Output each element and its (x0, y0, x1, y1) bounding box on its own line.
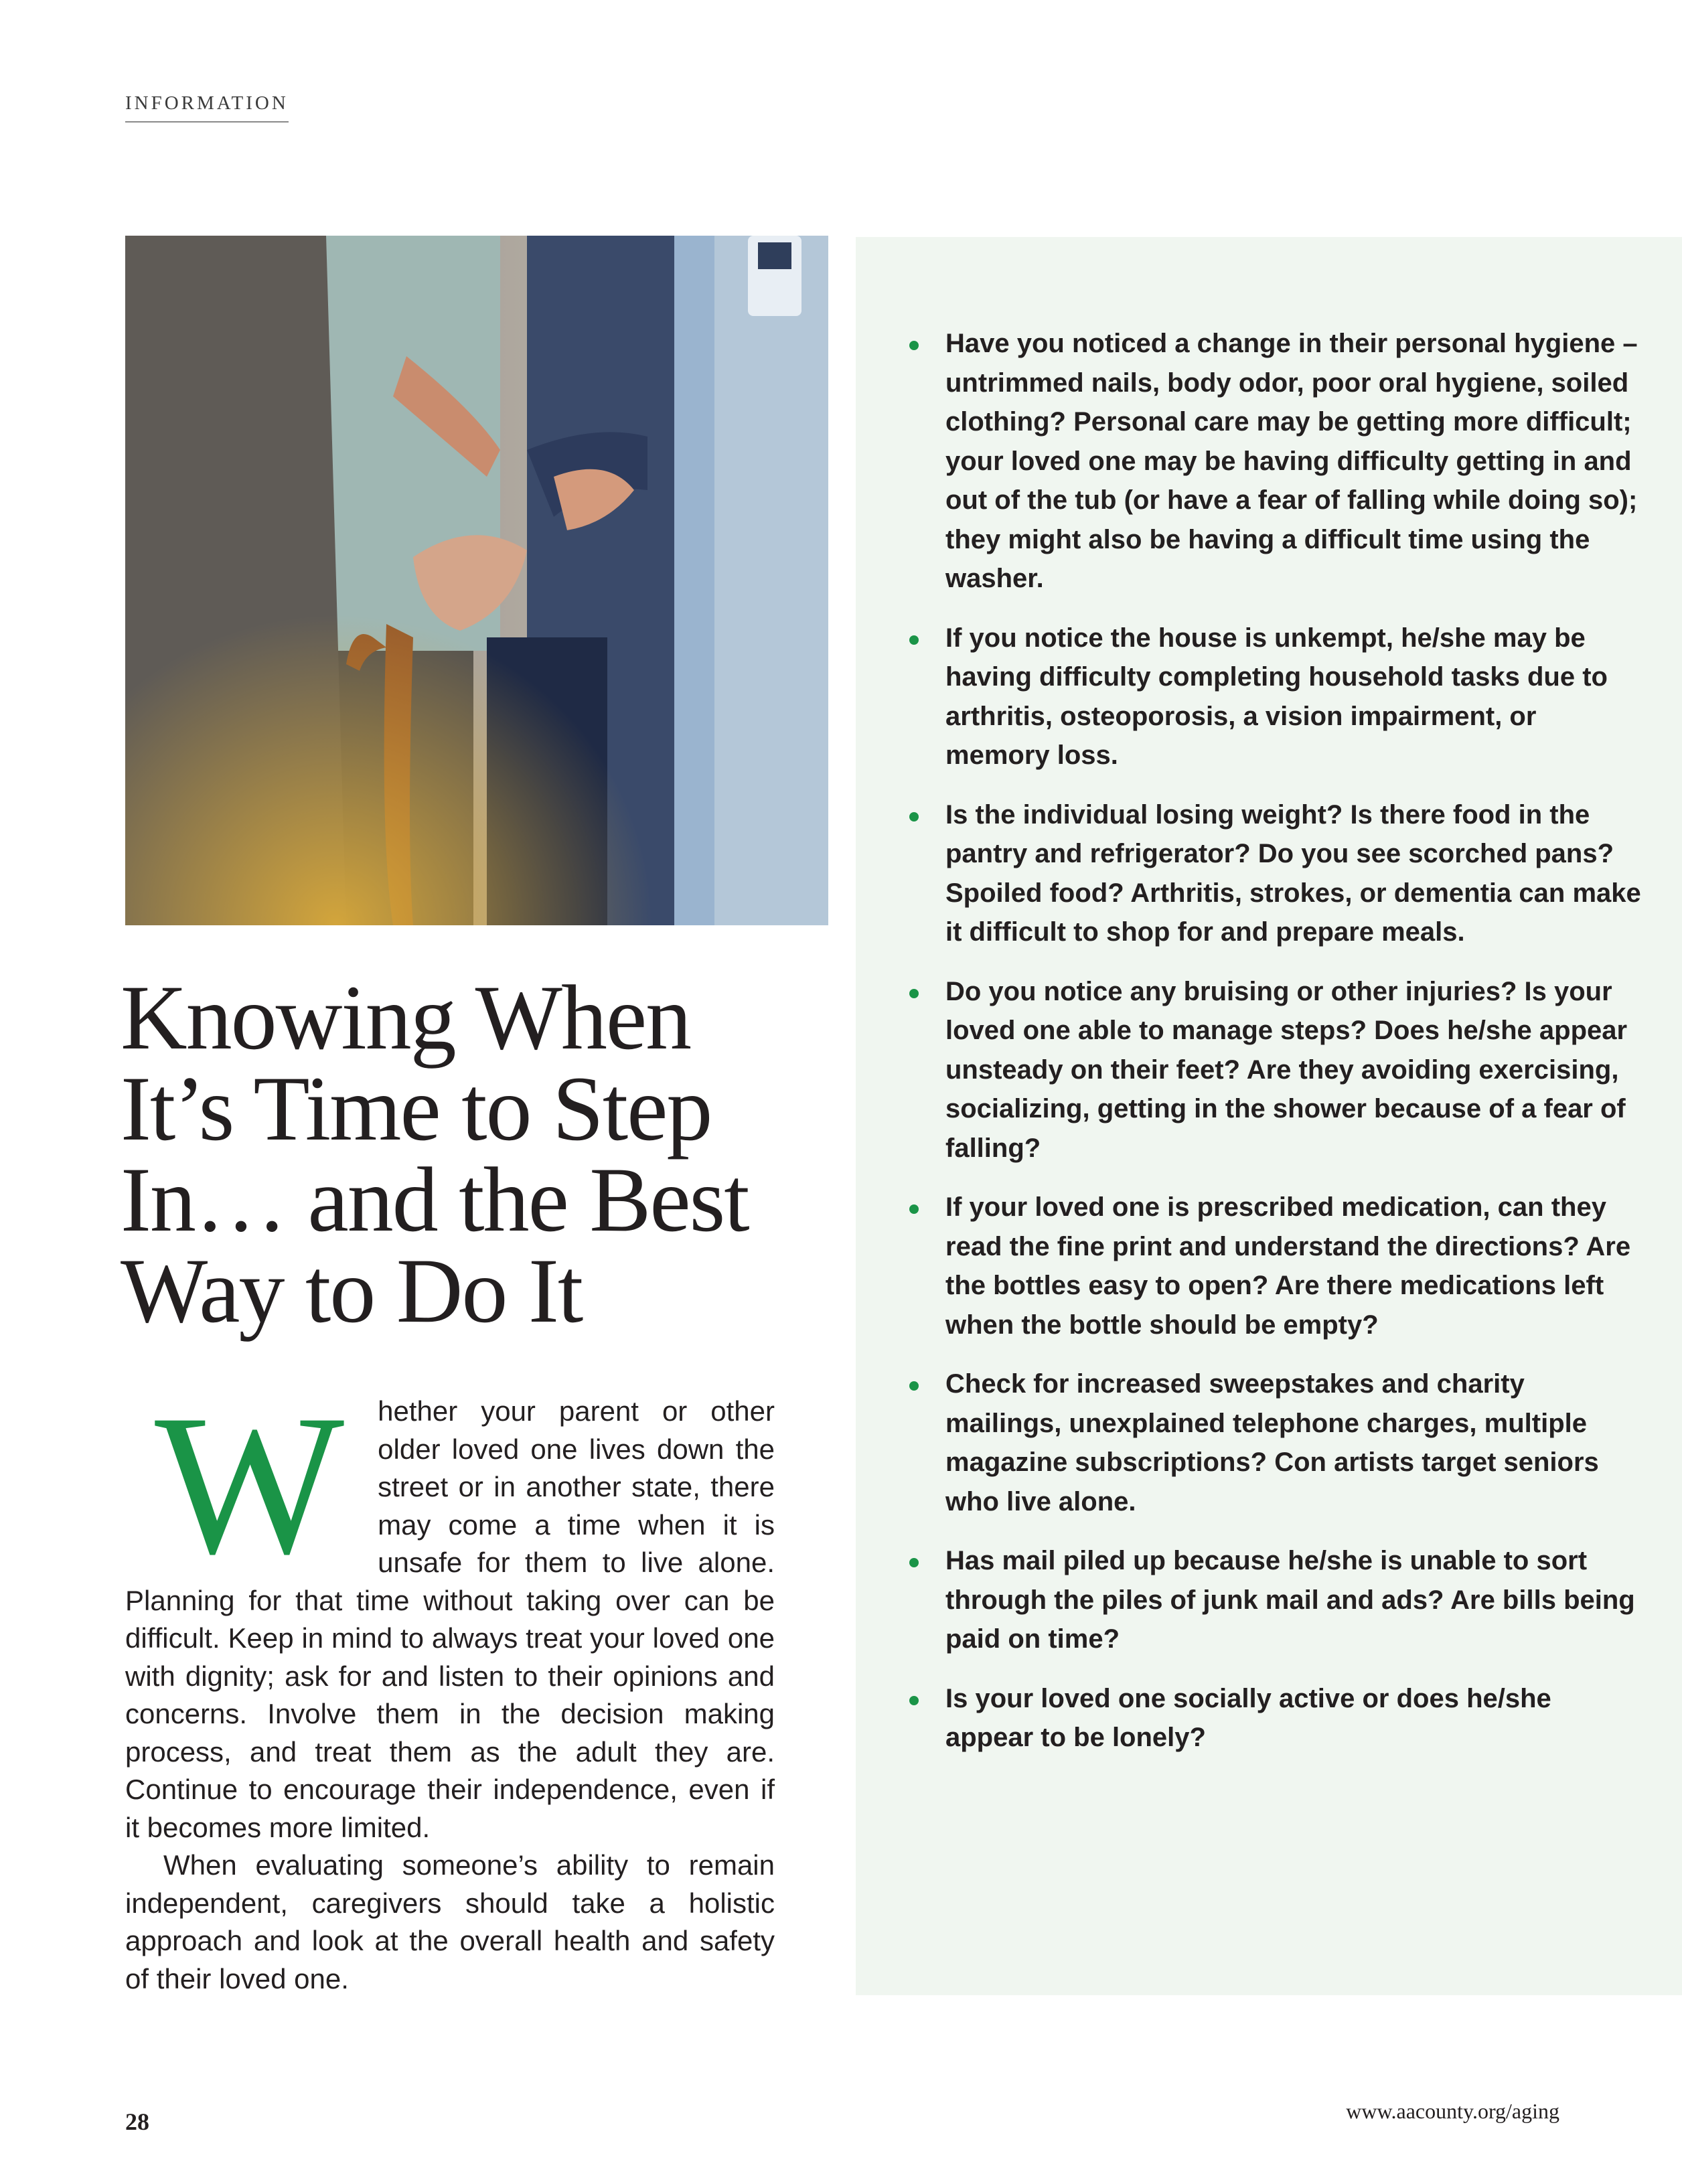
checklist-item: Is the individual losing weight? Is there food in the pantry and refrigerator? Do you see scorched pans? Spoiled food? Arthritis, strokes, or dementia can make it difficult to shop for and prepare meals. (856, 795, 1646, 952)
checklist-item: Check for increased sweepstakes and charity mailings, unexplained telephone charges, multiple magazine subscriptions? Con artists target seniors who live alone. (856, 1364, 1646, 1521)
article-photo (125, 236, 828, 925)
article-title (121, 966, 844, 1342)
checklist-item: Do you notice any bruising or other injuries? Is your loved one able to manage steps? Does he/she appear unsteady on their feet? Are they avoiding exercising, socializing, getting in the shower because of a fear of falling? (856, 972, 1646, 1168)
article-body (125, 1373, 775, 1998)
bullet-icon (909, 1204, 919, 1214)
checklist-sidebar (856, 237, 1682, 1995)
title-line: Knowing When (121, 966, 691, 1069)
photo-illustration (125, 236, 828, 925)
checklist-item: Have you noticed a change in their personal hygiene – untrimmed nails, body odor, poor oral hygiene, soiled clothing? Personal care may be getting more difficult; your loved one may be having difficulty getting in and out of the tub (or have a fear of falling while doing so); they might also be having a difficult time using the washer. (856, 324, 1646, 599)
checklist-item: If your loved one is prescribed medication, can they read the fine print and understand the directions? Are the bottles easy to open? Are there medications left when the bottle should be empty? (856, 1188, 1646, 1344)
bullet-icon (909, 1558, 919, 1567)
page-number: 28 (125, 2108, 149, 2135)
footer-url[interactable]: www.aacounty.org/aging (1346, 2099, 1559, 2123)
bullet-icon (909, 635, 919, 645)
bullet-icon (909, 341, 919, 350)
checklist-item: If you notice the house is unkempt, he/she may be having difficulty completing household tasks due to arthritis, osteoporosis, a vision impairment, or memory loss. (856, 619, 1646, 775)
drop-cap: W (155, 1373, 345, 1595)
bullet-icon (909, 1381, 919, 1391)
title-line: It’s Time to Step (121, 1057, 712, 1160)
checklist (856, 324, 1646, 1778)
title-line: Way to Do It (121, 1239, 583, 1342)
checklist-item: Has mail piled up because he/she is unable to sort through the piles of junk mail and ads? Are bills being paid on time? (856, 1541, 1646, 1659)
section-label: INFORMATION (125, 92, 289, 123)
bullet-icon (909, 1696, 919, 1705)
bullet-icon (909, 812, 919, 822)
body-paragraph: When evaluating someone’s ability to remain independent, caregivers should take a holistic approach and look at the overall health and safety of their loved one. (125, 1849, 775, 1995)
body-paragraph: hether your parent or other older loved one lives down the street or in another state, there may come a time when it is unsafe for them to live alone. Planning for that time without taking over can be difficult. Keep in mind to always treat your loved one with dignity; ask for and listen to their opinions and concerns. Involve them in the decision making process, and treat them as the adult they are. Continue to encourage their independence, even if it becomes more limited. (125, 1395, 775, 1843)
checklist-item: Is your loved one socially active or does he/she appear to be lonely? (856, 1679, 1646, 1758)
title-line: In… and the Best (121, 1148, 749, 1251)
bullet-icon (909, 989, 919, 998)
